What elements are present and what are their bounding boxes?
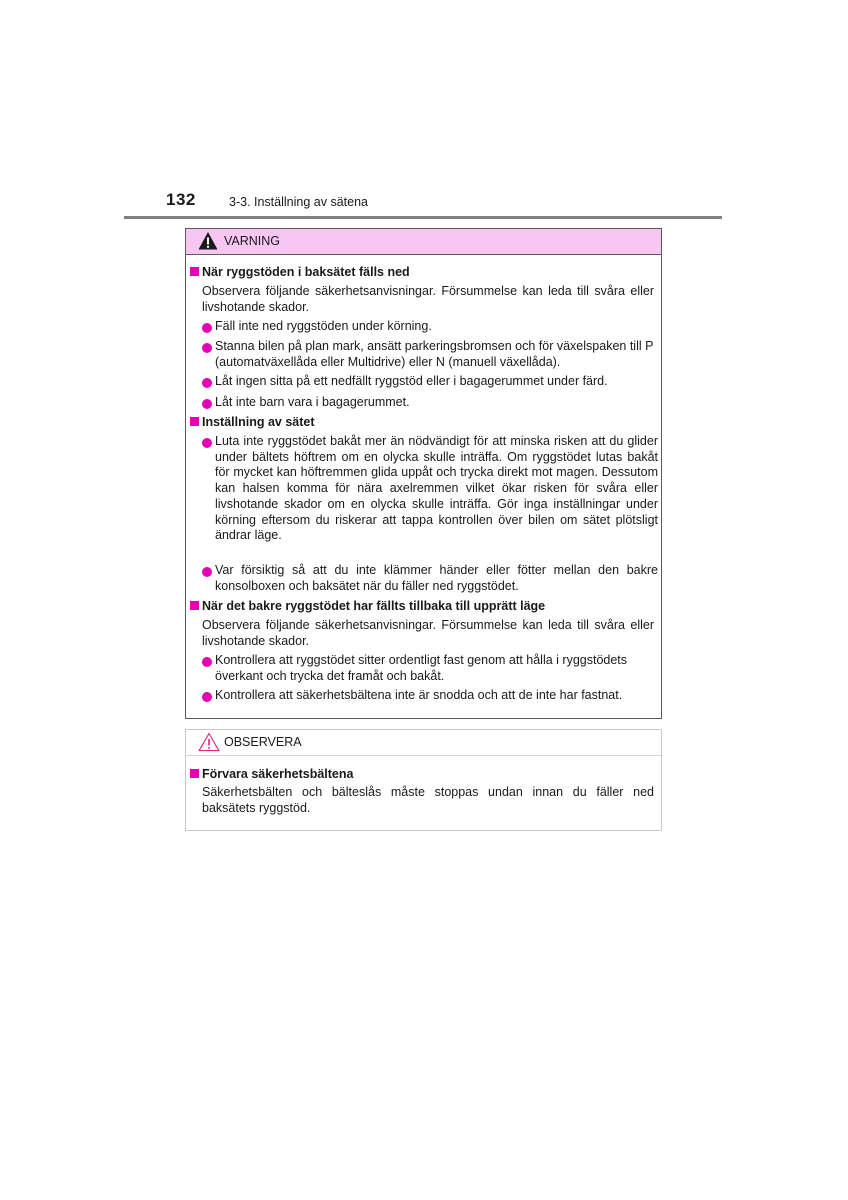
list-item [202,339,658,370]
page-header [0,190,848,220]
section-title: 3-3. Inställning av sätena [229,195,368,209]
section-heading-text: Inställning av sätet [202,415,315,429]
section-heading-text: När det bakre ryggstödet har fällts tillbaka till upprätt läge [202,599,546,613]
list-item-text: Stanna bilen på plan mark, ansätt parkeringsbromsen och för växelspaken till P (automatväxellåda eller Multidrive) eller N (manuell växellåda). [215,339,654,369]
list-item [202,563,658,594]
list-item-text: Var försiktig så att du inte klämmer händer eller fötter mellan den bakre konsolboxen och baksätet när du fäller ned ryggstödet. [215,563,658,593]
bullet-dot-icon [202,567,212,577]
bullet-dot-icon [202,438,212,448]
warning-label: VARNING [224,234,281,248]
bullet-dot-icon [202,692,212,702]
warning-intro-paragraph: Observera följande säkerhetsanvisningar. Försummelse kan leda till svåra eller livshotande skador. [202,284,654,314]
bullet-dot-icon [202,657,212,667]
notice-paragraph: Säkerhetsbälten och bälteslås måste stoppas undan innan du fäller ned baksätets ryggstöd. [202,785,654,815]
list-item-text: Fäll inte ned ryggstöden under körning. [215,319,432,333]
warning-intro-paragraph: Observera följande säkerhetsanvisningar. Försummelse kan leda till svåra eller livshotande skador. [202,618,654,648]
bullet-dot-icon [202,399,212,409]
square-bullet-icon [190,601,199,610]
header-divider [124,216,722,219]
list-item [202,688,658,704]
warning-triangle-icon [198,231,218,251]
list-item-text: Låt ingen sitta på ett nedfällt ryggstöd eller i bagagerummet under färd. [215,374,608,388]
warning-section-heading [190,265,660,281]
notice-heading-text: Förvara säkerhetsbältena [202,767,354,781]
list-item-text: Låt inte barn vara i bagagerummet. [215,395,410,409]
list-item-text: Luta inte ryggstödet bakåt mer än nödvändigt för att minska risken att du glider under bältets höftrem om en olycka skulle inträffa. Om ryggstödet lutas bakåt för mycket kan höftremmen glida uppåt och trycka direkt mot magen. Dessutom kan halsen komma för nära axelremmen vilket ökar risken för svåra eller livshotande skador om en olycka skulle inträffa. Gör inga inställningar under körning eftersom du riskerar att tappa kontrollen över bilen om sätet plötsligt ändrar läge. [215,434,658,543]
notice-header [186,730,661,756]
bullet-dot-icon [202,323,212,333]
warning-section-heading [190,599,660,615]
list-item-text: Kontrollera att ryggstödet sitter ordentligt fast genom att hålla i ryggstödets överkant och trycka det framåt och bakåt. [215,653,628,683]
list-item-text: Kontrollera att säkerhetsbältena inte är snodda och att de inte har fastnat. [215,688,623,702]
section-heading-text: När ryggstöden i baksätet fälls ned [202,265,410,279]
bullet-dot-icon [202,378,212,388]
caution-triangle-outline-icon [198,732,220,752]
list-item [202,395,658,411]
list-item [202,374,658,390]
notice-box [185,729,662,831]
square-bullet-icon [190,267,199,276]
list-item [202,653,658,684]
warning-section-heading [190,415,660,431]
warning-box [185,228,662,719]
square-bullet-icon [190,769,199,778]
warning-header [186,229,661,255]
notice-heading [190,767,660,783]
square-bullet-icon [190,417,199,426]
page-number: 132 [166,190,196,209]
notice-label: OBSERVERA [224,735,302,749]
list-item [202,319,658,335]
list-item [202,434,658,544]
bullet-dot-icon [202,343,212,353]
